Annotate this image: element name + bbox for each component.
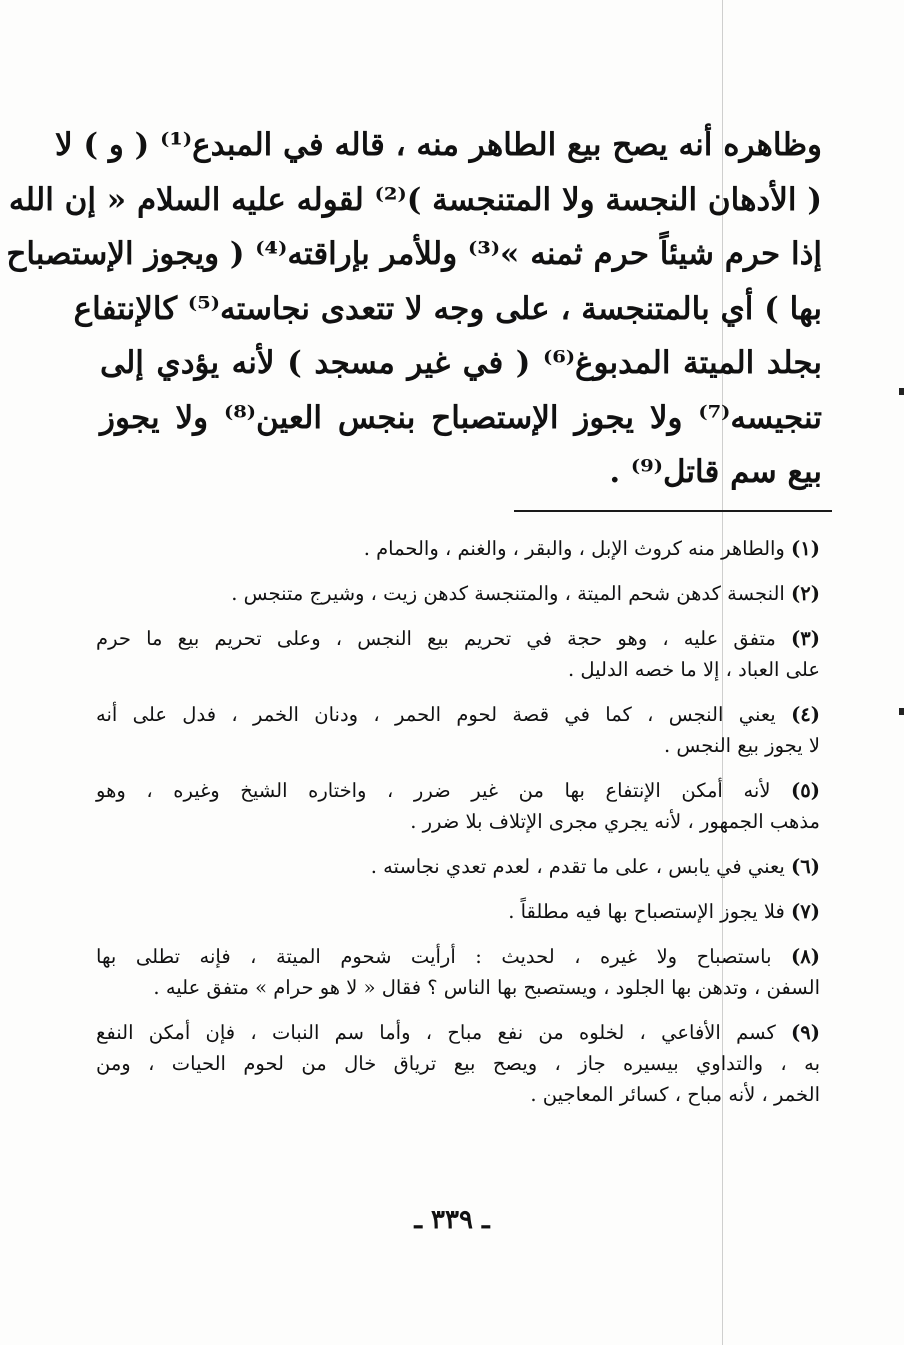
- main-text-line: بها ) أي بالمتنجسة ، على وجه لا تتعدى نجاسته⁽⁵⁾ كالإنتفاع: [73, 290, 822, 327]
- footnote-first-line: [96, 775, 820, 806]
- footnote-first-line: [96, 941, 820, 972]
- footnote-first-line: [96, 1017, 820, 1048]
- footnote-first-line: [96, 578, 820, 609]
- footnote-text: الخمر ، لأنه مباح ، كسائر المعاجين .: [530, 1083, 820, 1106]
- footnotes-section: [96, 533, 820, 1124]
- footnote-first-line: [96, 623, 820, 654]
- footnote-number: (٣): [791, 627, 820, 650]
- main-text-body: [6, 118, 823, 500]
- footnote-first-line: [96, 851, 820, 882]
- footnote-text: والطاهر منه كروث الإبل ، والبقر ، والغنم ، والحمام .: [363, 537, 785, 560]
- main-text-line: إذا حرم شيئاً حرم ثمنه »⁽³⁾ وللأمر بإراقته⁽⁴⁾ ( ويجوز الإستصباح: [6, 236, 822, 272]
- footnote-text: مذهب الجمهور ، لأنه يجري مجرى الإتلاف بلا ضرر .: [410, 810, 820, 833]
- page-number: ـ ٣٣٩ ـ: [414, 1205, 490, 1235]
- footnote: [96, 851, 820, 882]
- edge-mark: [899, 708, 904, 715]
- footnote-number: (٥): [791, 779, 820, 802]
- footnote-text: يعني في يابس ، على ما تقدم ، لعدم تعدي نجاسته .: [370, 855, 785, 878]
- footnote-number: (١): [791, 537, 820, 560]
- footnote: [96, 578, 820, 609]
- footnote-number: (٧): [791, 900, 820, 923]
- footnote-number: (٤): [791, 703, 821, 726]
- footnote: [96, 941, 820, 1003]
- main-text-line: تنجيسه⁽⁷⁾ ولا يجوز الإستصباح بنجس العين⁽⁸⁾ ولا يجوز: [100, 399, 823, 436]
- footnote-first-line: [96, 533, 820, 564]
- footnote: [96, 1017, 820, 1110]
- footnote-text: لا يجوز بيع النجس .: [664, 734, 820, 757]
- footnote-first-line: [96, 699, 820, 730]
- footnote-text: متفق عليه ، وهو حجة في تحريم بيع النجس ، وعلى تحريم بيع ما حرم: [96, 627, 776, 650]
- footnote-text: كسم الأفاعي ، لخلوه من نفع مباح ، وأما سم النبات ، فإن أمكن النفع: [96, 1021, 776, 1044]
- footnote-separator: [514, 510, 832, 512]
- main-text-line: ( الأدهان النجسة ولا المتنجسة )⁽²⁾ لقوله عليه السلام « إن الله: [8, 181, 822, 218]
- footnote-text: باستصباح ولا غيره ، لحديث : أرأيت شحوم الميتة ، فإنه تطلى بها: [96, 945, 772, 968]
- main-text-line: وظاهره أنه يصح بيع الطاهر منه ، قاله في المبدع⁽¹⁾ ( و ) لا: [54, 127, 822, 163]
- footnote-text: يعني النجس ، كما في قصة لحوم الحمر ، ودنان الخمر ، فدل على أنه: [96, 703, 776, 726]
- footnote: [96, 623, 820, 685]
- main-text-line: بجلد الميتة المدبوغ⁽⁶⁾ ( في غير مسجد ) لأنه يؤدي إلى: [100, 345, 822, 381]
- footnote-text: لأنه أمكن الإنتفاع بها من غير ضرر ، واختاره الشيخ وغيره ، وهو: [96, 779, 771, 802]
- footnote-number: (٩): [791, 1021, 820, 1044]
- footnote-text: السفن ، وتدهن بها الجلود ، ويستصبح بها الناس ؟ فقال « لا هو حرام » متفق عليه .: [153, 976, 820, 999]
- footnote-number: (٢): [791, 582, 820, 605]
- footnote-number: (٦): [791, 855, 820, 878]
- footnote-number: (٨): [791, 945, 820, 968]
- footnote: [96, 896, 820, 927]
- footnote-text: النجسة كدهن شحم الميتة ، والمتنجسة كدهن زيت ، وشيرج متنجس .: [231, 582, 785, 605]
- footnote-first-line: [96, 896, 820, 927]
- footnote-text: به ، والتداوي بيسيره جاز ، ويصح بيع ترياق خال من لحوم الحيات ، ومن: [96, 1052, 820, 1075]
- footnote: [96, 533, 820, 564]
- edge-mark: [899, 388, 904, 395]
- footnote: [96, 699, 820, 761]
- footnote-text: فلا يجوز الإستصباح بها فيه مطلقاً .: [508, 900, 785, 923]
- footnote: [96, 775, 820, 837]
- footnote-text: على العباد ، إلا ما خصه الدليل .: [567, 658, 820, 681]
- main-text-line: بيع سم قاتل⁽⁹⁾ .: [609, 454, 822, 490]
